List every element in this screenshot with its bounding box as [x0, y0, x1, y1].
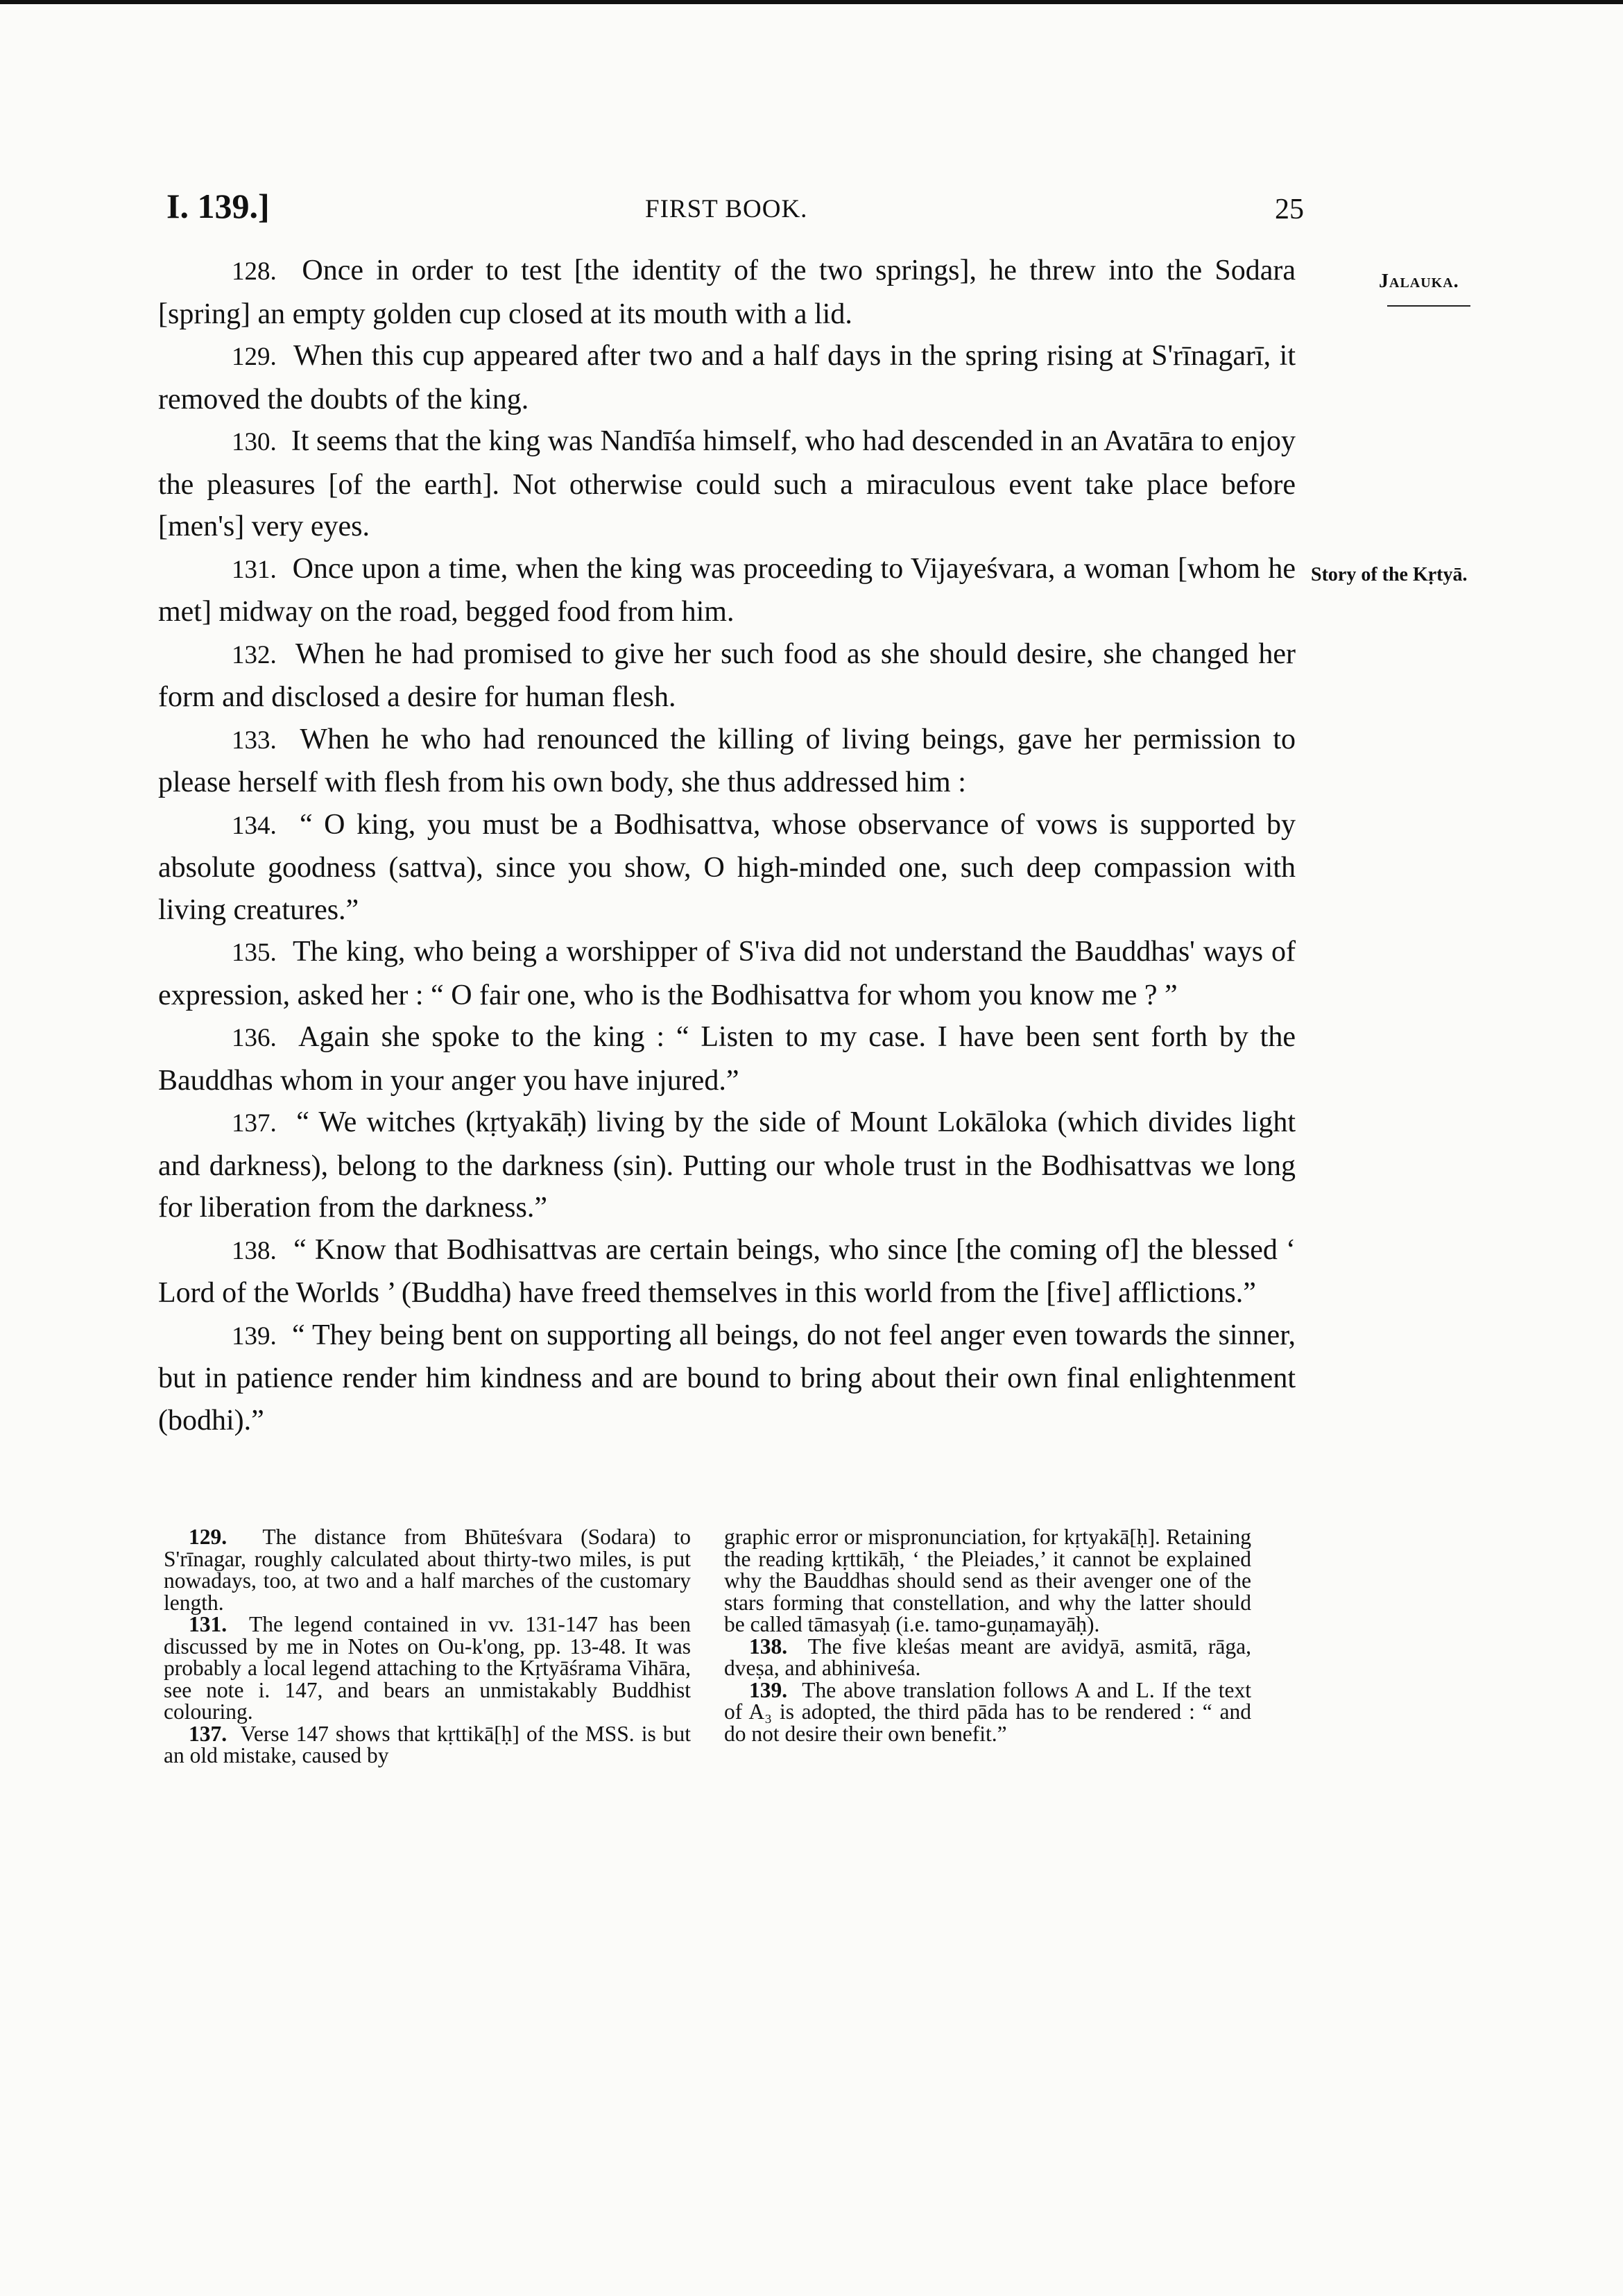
verse: [158, 1229, 1296, 1314]
main-text: [158, 250, 1296, 1441]
footnote: [724, 1679, 1251, 1745]
verse-number: 139.: [232, 1321, 277, 1351]
verse-text: “ O king, you must be a Bodhisattva, whose observance of vows is supported by absolute goodness (sattva), since you show, O high-minded one, such deep compassion with living creatures.”: [158, 808, 1296, 926]
footnote-number: 129.: [189, 1525, 227, 1549]
footnote-continuation: [724, 1526, 1251, 1636]
verse-text: When he who had renounced the killing of living beings, gave her permission to please herself with flesh from his own body, she thus addressed him :: [158, 723, 1296, 798]
margin-note-rule: [1387, 305, 1470, 307]
verse-number: 136.: [232, 1024, 277, 1052]
verse-number: 131.: [232, 555, 277, 584]
verse: [158, 931, 1296, 1016]
verse-text: The king, who being a worshipper of S'iva did not understand the Bauddhas' ways of expression, asked her : “ O fair one, who is the Bodhisattva for whom you know me ? ”: [158, 936, 1296, 1011]
footnote-number: 137.: [189, 1721, 227, 1746]
verse-number: 133.: [232, 726, 277, 755]
top-border: [0, 0, 1623, 4]
verse: [158, 1314, 1296, 1442]
verse-text: Once in order to test [the identity of the two springs], he threw into the Sodara [spring] an empty golden cup closed at its mouth with a lid.: [158, 255, 1296, 330]
verse: [158, 1016, 1296, 1102]
verse-text: Again she spoke to the king : “ Listen to my case. I have been sent forth by the Bauddhas whom in your anger you have injured.”: [158, 1021, 1296, 1097]
footnote-text: Verse 147 shows that kṛttikā[ḥ] of the MSS. is but an old mistake, caused by: [164, 1721, 691, 1767]
footnote-number: 131.: [189, 1612, 227, 1636]
verse: [158, 548, 1296, 633]
footnote: [724, 1636, 1251, 1679]
header-section-ref: I. 139.]: [166, 187, 270, 225]
margin-note-jalauka: Jalauka.: [1379, 271, 1459, 292]
verse-number: 138.: [232, 1236, 277, 1265]
running-header: [166, 186, 1304, 228]
footnote: [164, 1613, 691, 1723]
verse: [158, 250, 1296, 335]
verse-number: 135.: [232, 939, 277, 967]
footnote-text: graphic error or mispronunciation, for kṛtyakā[ḥ]. Retaining the reading kṛttikāḥ, ‘ the Pleiades,’ it cannot be explained why the Bauddhas should send as their avenger one of the stars forming that constellation, and why the latter should be called tāmasyaḥ (i.e. tamo-guṇamayāḥ).: [724, 1525, 1251, 1636]
verse: [158, 1102, 1296, 1229]
verse: [158, 719, 1296, 804]
footnote: [164, 1723, 691, 1767]
footnote-text: The distance from Bhūteśvara (Sodara) to S'rīnagar, roughly calculated about thirty-two miles, is put nowadays, too, at two and a half marches of the customary length.: [164, 1525, 691, 1615]
verse-number: 132.: [232, 640, 277, 669]
margin-note-story: Story of the Kṛtyā.: [1311, 564, 1468, 585]
footnotes-right-column: [724, 1526, 1251, 1745]
header-title: FIRST BOOK.: [645, 195, 808, 223]
verse-text: When this cup appeared after two and a half days in the spring rising at S'rīnagarī, it removed the doubts of the king.: [158, 340, 1296, 415]
verse-number: 134.: [232, 811, 277, 840]
footnotes-left-column: [164, 1526, 691, 1767]
footnote-text: The legend contained in vv. 131-147 has been discussed by me in Notes on Ou-k'ong, pp. 13-48. It was probably a local legend attaching to the Kṛtyāśrama Vihāra, see note i. 147, and bears an unmistakably Buddhist colouring.: [164, 1612, 691, 1724]
footnote-number: 139.: [749, 1677, 788, 1702]
footnote-text: The above translation follows A and L. If the text of A₃ is adopted, the third pāda has to be rendered : “ and do not desire their own benefit.”: [724, 1677, 1251, 1746]
verse: [158, 804, 1296, 932]
verse-text: “ They being bent on supporting all beings, do not feel anger even towards the sinner, but in patience render him kindness and are bound to bring about their own final enlightenment (bodhi).”: [158, 1319, 1296, 1437]
verse: [158, 633, 1296, 719]
footnote-number: 138.: [749, 1634, 788, 1659]
verse-text: “ Know that Bodhisattvas are certain beings, who since [the coming of] the blessed ‘ Lord of the Worlds ’ (Buddha) have freed themselves in this world from the [five] afflictions.”: [158, 1233, 1296, 1309]
verse-text: “ We witches (kṛtyakāḥ) living by the side of Mount Lokāloka (which divides light and darkness), belong to the darkness (sin). Putting our whole trust in the Bodhisattvas we long for liberation from the darkness.”: [158, 1106, 1296, 1224]
verse-number: 128.: [232, 257, 277, 286]
verse-number: 129.: [232, 343, 277, 371]
verse: [158, 420, 1296, 548]
verse-number: 130.: [232, 428, 277, 456]
verse: [158, 335, 1296, 420]
footnote: [164, 1526, 691, 1613]
verse-text: When he had promised to give her such food as she should desire, she changed her form and disclosed a desire for human flesh.: [158, 637, 1296, 713]
page-number: 25: [1275, 194, 1304, 225]
footnote-text: The five kleśas meant are avidyā, asmitā, rāga, dveṣa, and abhiniveśa.: [724, 1634, 1251, 1680]
verse-text: It seems that the king was Nandīśa himself, who had descended in an Avatāra to enjoy the pleasures [of the earth]. Not otherwise could such a miraculous event take place before [men's] very eyes.: [158, 425, 1296, 542]
verse-text: Once upon a time, when the king was proceeding to Vijayeśvara, a woman [whom he met] midway on the road, begged food from him.: [158, 552, 1296, 628]
verse-number: 137.: [232, 1109, 277, 1138]
